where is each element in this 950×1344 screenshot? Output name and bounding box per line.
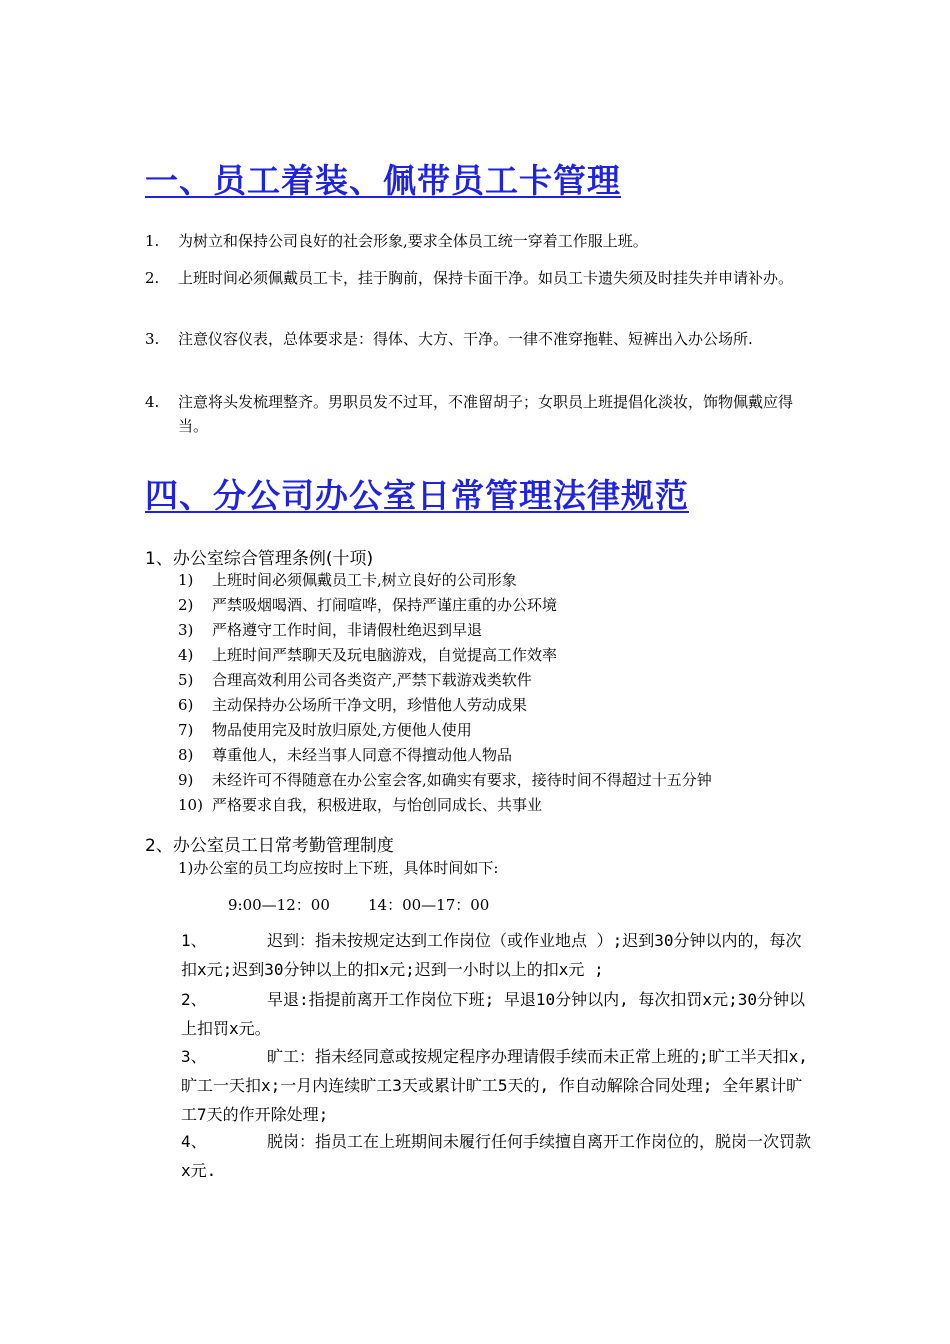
rule-number: 3): [178, 621, 194, 639]
rule-text: 早退:指提前离开工作岗位下班; 早退10分钟以内, 每次扣罚x元;30分钟以上扣罚x元。: [181, 990, 805, 1038]
attendance-rule: [181, 926, 811, 984]
attendance-rule: [181, 1042, 811, 1129]
list-item: [145, 266, 810, 290]
rule-text: 严格遵守工作时间，非请假杜绝迟到早退: [212, 621, 483, 639]
rule-number: 1、: [181, 931, 207, 950]
item-number: 2.: [145, 269, 160, 287]
rule-number: 8): [178, 746, 194, 764]
work-hours: 9:00—12：00 14：00—17：00: [228, 896, 490, 914]
rule-text: 旷工：指未经同意或按规定程序办理请假手续而未正常上班的;旷工半天扣x, 旷工一天扣x;一月内连续旷工3天或累计旷工5天的, 作自动解除合同处理; 全年累计旷工7天的作开除处理;: [181, 1047, 808, 1124]
rule-number: 10): [178, 796, 203, 814]
rule-item: [178, 569, 517, 590]
rule-text: 物品使用完及时放归原处,方便他人使用: [212, 721, 472, 739]
rule-item: [178, 794, 542, 815]
rule-item: [178, 694, 527, 715]
rule-number: 4): [178, 646, 194, 664]
item-text: 注意将头发梳理整齐。男职员发不过耳，不准留胡子；女职员上班提倡化淡妆，饰物佩戴应得当。: [178, 393, 794, 435]
rule-text: 尊重他人，未经当事人同意不得擅动他人物品: [212, 746, 513, 764]
rule-number: 6): [178, 696, 194, 714]
item-text: 为树立和保持公司良好的社会形象,要求全体员工统一穿着工作服上班。: [178, 232, 648, 250]
rule-number: 2): [178, 596, 194, 614]
list-item: [145, 229, 810, 253]
item-number: 3.: [145, 330, 160, 348]
rule-item: [178, 644, 557, 665]
rule-text: 上班时间严禁聊天及玩电脑游戏，自觉提高工作效率: [212, 646, 558, 664]
rule-text: 迟到：指未按规定达到工作岗位（或作业地点 ）;迟到30分钟以内的，每次扣x元;迟到30分钟以上的扣x元;迟到一小时以上的扣x元 ;: [181, 931, 802, 979]
item-number: 1.: [145, 232, 160, 250]
rule-number: 3、: [181, 1047, 207, 1066]
rule-number: 1): [178, 571, 194, 589]
rule-text: 严禁吸烟喝酒、打闹喧哗，保持严谨庄重的办公环境: [212, 596, 558, 614]
rule-text: 严格要求自我，积极进取，与怡创同成长、共事业: [212, 796, 543, 814]
rule-item: [178, 769, 712, 790]
rule-text: 上班时间必须佩戴员工卡,树立良好的公司形象: [212, 571, 517, 589]
attendance-rule: [181, 985, 811, 1043]
rule-text: 脱岗：指员工在上班期间未履行任何手续擅自离开工作岗位的，脱岗一次罚款x元.: [181, 1132, 812, 1180]
attendance-intro: 1)办公室的员工均应按时上下班，具体时间如下:: [178, 859, 499, 877]
rule-text: 未经许可不得随意在办公室会客,如确实有要求，接待时间不得超过十五分钟: [212, 771, 712, 789]
rule-item: [178, 594, 557, 615]
rule-text: 合理高效利用公司各类资产,严禁下载游戏类软件: [212, 671, 532, 689]
rule-text: 主动保持办公场所干净文明，珍惜他人劳动成果: [212, 696, 528, 714]
item-number: 4.: [145, 393, 160, 411]
rule-item: [178, 619, 482, 640]
rule-item: [178, 719, 472, 740]
rule-item: [178, 744, 512, 765]
rule-number: 2、: [181, 990, 207, 1009]
list-item: [145, 390, 810, 438]
rule-item: [178, 669, 532, 690]
rule-number: 5): [178, 671, 194, 689]
subsection-1-title: 1、办公室综合管理条例(十项): [145, 549, 374, 569]
rule-number: 9): [178, 771, 194, 789]
subsection-2-title: 2、办公室员工日常考勤管理制度: [145, 836, 394, 856]
item-text: 上班时间必须佩戴员工卡，挂于胸前，保持卡面干净。如员工卡遗失须及时挂失并申请补办。: [178, 269, 794, 287]
rule-number: 7): [178, 721, 194, 739]
section-4-heading: 四、分公司办公室日常管理法律规范: [145, 476, 689, 515]
rule-number: 4、: [181, 1132, 207, 1151]
item-text: 注意仪容仪表，总体要求是：得体、大方、干净。一律不准穿拖鞋、短裤出入办公场所.: [178, 330, 753, 348]
list-item: [145, 327, 810, 351]
section-1-heading: 一、员工着装、佩带员工卡管理: [145, 161, 621, 200]
attendance-rule: [181, 1127, 811, 1185]
